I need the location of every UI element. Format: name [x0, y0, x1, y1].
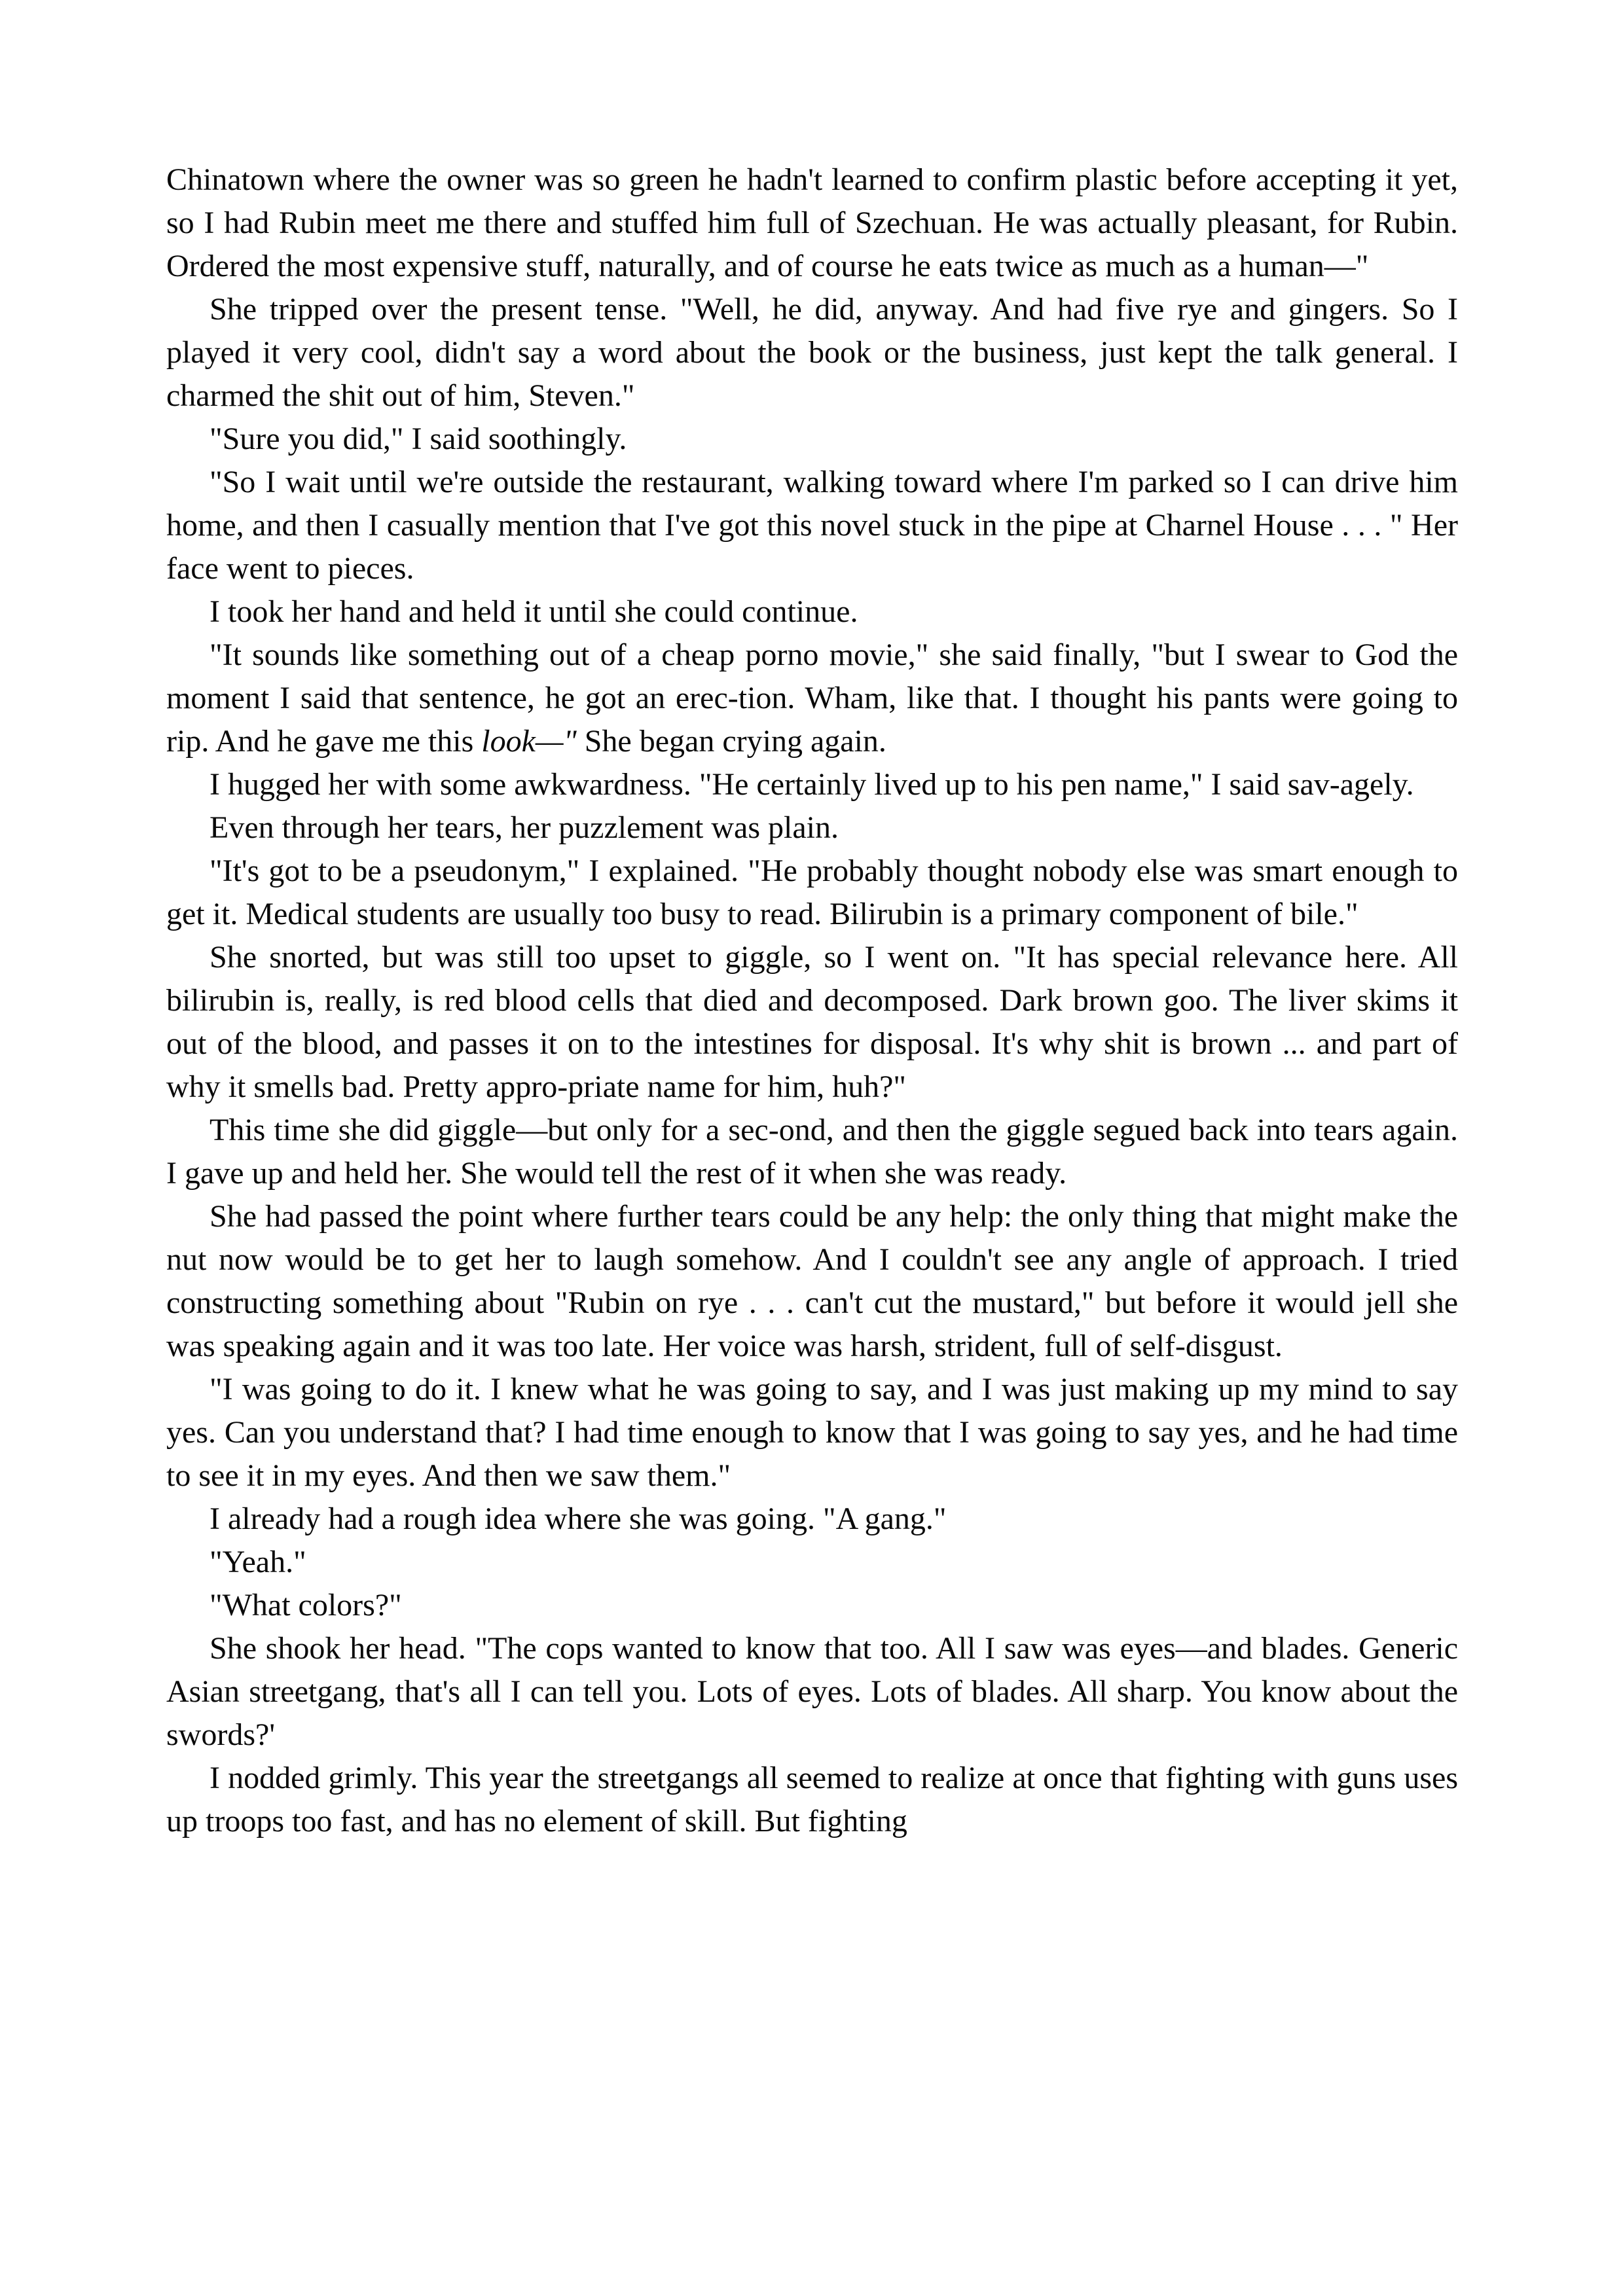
paragraph	[166, 1757, 1458, 1843]
paragraph	[166, 158, 1458, 288]
text-run: Even through her tears, her puzzlement was plain.	[210, 810, 839, 845]
text-run: "I was going to do it. I knew what he was going to say, and I was just making up my mind to say yes. Can you understand that? I had time enough to know that I was going to say yes, and he had time to see it in my eyes. And then we saw them."	[166, 1372, 1458, 1493]
text-run: She began crying again.	[576, 724, 886, 759]
text-run: Chinatown where the owner was so green he hadn't learned to confirm plastic before accepting it yet, so I had Rubin meet me there and stuffed him full of Szechuan. He was actually pleasant, for Rubin. Ordered the most expensive stuff, naturally, and of course he eats twice as much as a human—"	[166, 162, 1458, 283]
page-text	[166, 158, 1458, 1843]
text-run: I nodded grimly. This year the streetgangs all seemed to realize at once that fighting with guns uses up troops too fast, and has no element of skill. But fighting	[166, 1761, 1458, 1839]
text-run: "It's got to be a pseudonym," I explained. "He probably thought nobody else was smart enough to get it. Medical students are usually too busy to read. Bilirubin is a primary component of bile."	[166, 853, 1458, 931]
text-run: I already had a rough idea where she was going. "A gang."	[210, 1501, 947, 1536]
text-run: I hugged her with some awkwardness. "He certainly lived up to his pen name," I said sav-agely.	[210, 767, 1414, 802]
italic-text-run: look—"	[481, 724, 577, 759]
paragraph	[166, 590, 1458, 634]
text-run: "So I wait until we're outside the restaurant, walking toward where I'm parked so I can drive him home, and then I casually mention that I've got this novel stuck in the pipe at Charnel House . . . " Her face went to pieces.	[166, 465, 1458, 586]
text-run: She tripped over the present tense. "Well, he did, anyway. And had five rye and gingers. So I played it very cool, didn't say a word about the book or the business, just kept the talk general. I charmed the shit out of him, Steven."	[166, 292, 1458, 413]
text-run: She snorted, but was still too upset to giggle, so I went on. "It has special relevance here. All bilirubin is, really, is red blood cells that died and decomposed. Dark brown goo. The liver skims it out of the blood, and passes it on to the intestines for disposal. It's why shit is brown ... and part of why it smells bad. Pretty appro-priate name for him, huh?"	[166, 940, 1458, 1104]
paragraph	[166, 461, 1458, 590]
paragraph	[166, 288, 1458, 418]
paragraph	[166, 1584, 1458, 1627]
paragraph	[166, 806, 1458, 850]
paragraph	[166, 418, 1458, 461]
text-run: "Sure you did," I said soothingly.	[210, 422, 627, 456]
paragraph	[166, 936, 1458, 1109]
text-run: "It sounds like something out of a cheap porno movie," she said finally, "but I swear to God the moment I said that sentence, he got an erec-tion. Wham, like that. I thought his pants were going to rip. And he gave me this	[166, 637, 1458, 759]
text-run: She shook her head. "The cops wanted to know that too. All I saw was eyes—and blades. Generic Asian streetgang, that's all I can tell you. Lots of eyes. Lots of blades. All sharp. You know about the swords?'	[166, 1631, 1458, 1752]
paragraph	[166, 1109, 1458, 1195]
paragraph	[166, 850, 1458, 936]
paragraph	[166, 763, 1458, 806]
text-run: "Yeah."	[210, 1545, 306, 1579]
text-run: She had passed the point where further tears could be any help: the only thing that might make the nut now would be to get her to laugh somehow. And I couldn't see any angle of approach. I tried constructing something about "Rubin on rye . . . can't cut the mustard," but before it would jell she was speaking again and it was too late. Her voice was harsh, strident, full of self-disgust.	[166, 1199, 1458, 1363]
paragraph	[166, 1498, 1458, 1541]
text-run: I took her hand and held it until she could continue.	[210, 594, 858, 629]
paragraph	[166, 1541, 1458, 1584]
text-run: This time she did giggle—but only for a sec-ond, and then the giggle segued back into tears again. I gave up and held her. She would tell the rest of it when she was ready.	[166, 1113, 1458, 1191]
text-run: "What colors?"	[210, 1588, 402, 1623]
paragraph	[166, 634, 1458, 763]
paragraph	[166, 1195, 1458, 1368]
paragraph	[166, 1368, 1458, 1498]
paragraph	[166, 1627, 1458, 1757]
